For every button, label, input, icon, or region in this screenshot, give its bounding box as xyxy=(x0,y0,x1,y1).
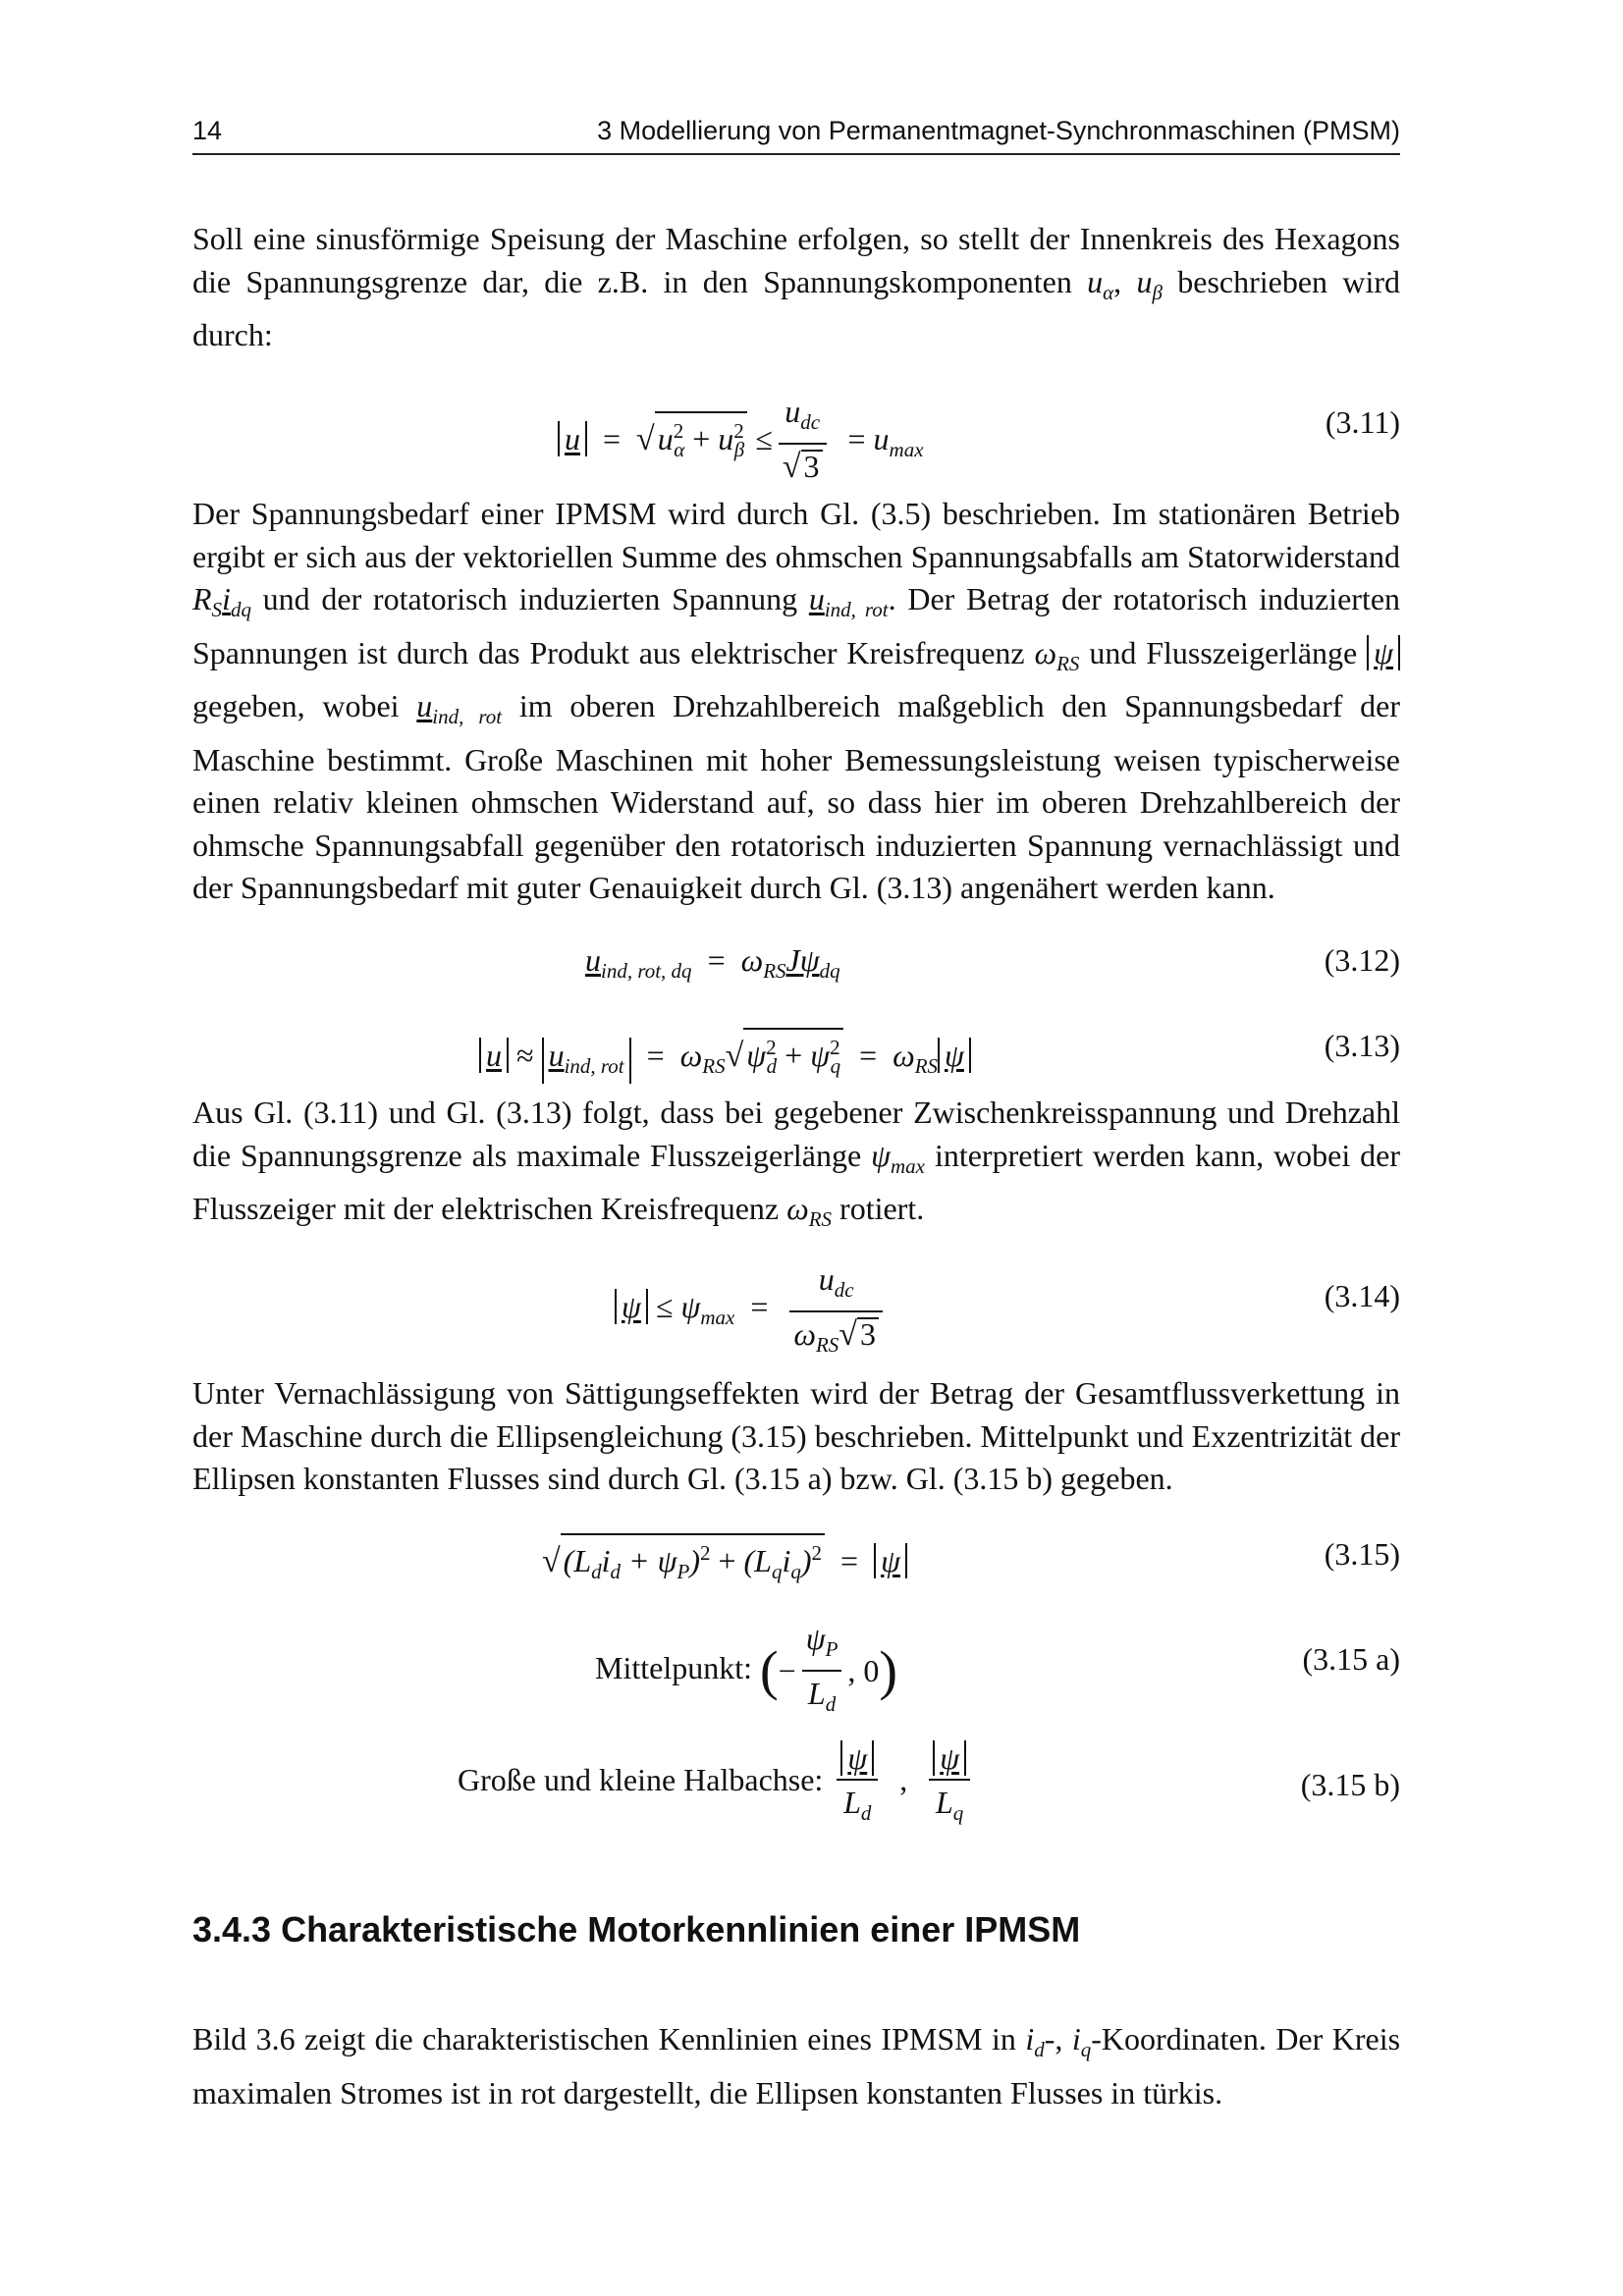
equation-number: (3.15 b) xyxy=(1300,1767,1400,1802)
equation-3-15b xyxy=(192,1737,1400,1845)
equation-3-14-body: $\psi \le \psi_{max}$ = $\frac{u_{dc}}{\omega_{RS}√3}$ xyxy=(615,1258,889,1366)
equation-3-13-body: $u \approx u_{ind, rot} = \omega_{RS}√\psi^2_d + \psi^2_q = \omega_{RS}$ ψ xyxy=(479,1028,971,1084)
section-heading: 3.4.3 Charakteristische Motorkennlinien einer IPMSM xyxy=(192,1909,1081,1949)
equation-3-14 xyxy=(192,1245,1400,1357)
equation-3-15b-body: Große und kleine Halbachse: $\frac{\psi}{L_d}$ , $\frac{\psi}{L_q}$ xyxy=(458,1737,976,1835)
equation-number: (3.15) xyxy=(1324,1536,1400,1572)
paragraph-characteristic-curves: Bild 3.6 zeigt die charakteristischen Kennlinien eines IPMSM in $i_d-$, $i_q$-Koordinaten. Der Kreis maximalen Stromes ist in rot dargestellt, die Ellipsen konstanten Flusses in türkis. xyxy=(192,2021,1401,2110)
equation-3-15-body: $√(L_di_d + \psi_P)^2 + (L_qi_q)^2 = \psi$ xyxy=(542,1533,907,1589)
equation-3-15a xyxy=(192,1618,1400,1716)
page-number: 14 xyxy=(192,116,223,145)
paragraph-voltage-demand: Der Spannungsbedarf einer IPMSM wird durch Gl. (3.5) beschrieben. Im stationären Betrieb ergibt er sich aus der vektoriellen Summe des ohmschen Spannungsabfalls am Statorwiderstand $R_Si_{dq}$ und der rotatorisch induzierten Spannung $u_{ind, rot}$. Der Betrag der rotatorisch induzierten Spannungen ist durch das Produkt aus elektrischer Kreisfrequenz $\omega_{RS}$ und Flusszeigerlänge ψ gegeben, wobei $u_{ind, rot}$ im oberen Drehzahlbereich maßgeblich den Spannungsbedarf der Maschine bestimmt. Große Maschinen mit hoher Bemessungsleistung weisen typischerweise einen relativ kleinen ohmschen Widerstand auf, so dass hier im oberen Drehzahlbereich der ohmsche Spannungsabfall gegenüber den rotatorisch induzierten Spannung vernachlässigt und der Spannungsbedarf mit guter Genauigkeit durch Gl. (3.13) angenähert werden kann. xyxy=(192,496,1401,905)
page xyxy=(192,0,1400,2296)
equation-number: (3.15 a) xyxy=(1302,1641,1400,1677)
equation-3-12 xyxy=(192,937,1400,996)
paragraph-flux-limit: Aus Gl. (3.11) und Gl. (3.13) folgt, dass bei gegebener Zwischenkreisspannung und Drehzahl die Spannungsgrenze als maximale Flusszeigerlänge $\psi_{max}$ interpretiert werden kann, wobei der Flusszeiger mit der elektrischen Kreisfrequenz $\omega_{RS}$ rotiert. xyxy=(192,1095,1401,1231)
header-rule xyxy=(192,153,1400,155)
equation-number: (3.11) xyxy=(1325,404,1400,440)
equation-3-12-body: $u_{ind, rot, dq} = \omega_{RS}J\psi_{dq}$ xyxy=(585,942,840,983)
equation-3-11-body: $u = √u^2_\alpha + u^2_\beta$ ≤ $\frac{u_{dc}}{√3}$ = $u_{max}$ xyxy=(558,391,924,489)
paragraph-voltage-limit: Soll eine sinusförmige Speisung der Maschine erfolgen, so stellt der Innenkreis des Hexagons die Spannungsgrenze dar, die z.B. in den Spannungskomponenten $u_\alpha$, $u_\beta$ beschrieben wird durch: xyxy=(192,221,1400,352)
equation-number: (3.12) xyxy=(1324,942,1400,978)
equation-3-15 xyxy=(192,1531,1400,1590)
equation-3-11 xyxy=(192,381,1400,485)
equation-number: (3.13) xyxy=(1324,1028,1400,1063)
equation-3-13 xyxy=(192,1023,1400,1082)
paragraph-ellipse: Unter Vernachlässigung von Sättigungseffekten wird der Betrag der Gesamtflussverkettung in der Maschine durch die Ellipsengleichung (3.15) beschrieben. Mittelpunkt und Exzentrizität der Ellipsen konstanten Flusses sind durch Gl. (3.15 a) bzw. Gl. (3.15 b) gegeben. xyxy=(192,1375,1400,1496)
equation-number: (3.14) xyxy=(1324,1278,1400,1313)
chapter-title: 3 Modellierung von Permanentmagnet-Synchronmaschinen (PMSM) xyxy=(597,116,1400,145)
equation-3-15a-body: Mittelpunkt: (− $\frac{\psi_P}{L_d}$ , 0) xyxy=(595,1618,897,1726)
running-header xyxy=(192,116,1400,155)
